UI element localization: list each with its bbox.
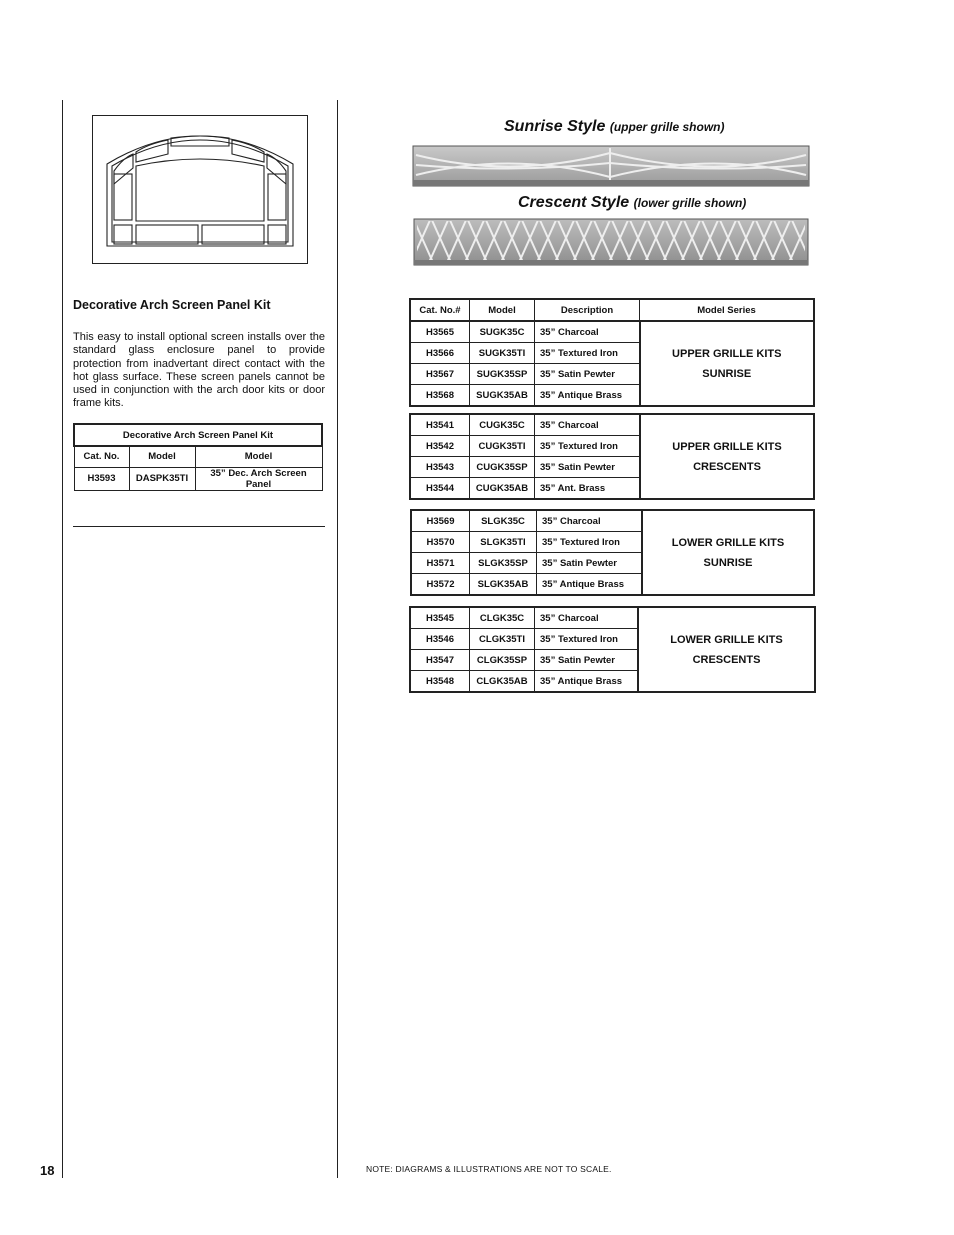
model: CLGK35C: [470, 607, 535, 629]
cat-no: H3544: [410, 478, 470, 500]
sunrise-title: Sunrise Style: [504, 118, 606, 135]
description: 35” Ant. Brass: [535, 478, 641, 500]
table-row: [410, 321, 814, 343]
description: 35” Textured Iron: [535, 629, 639, 650]
sunrise-style-title: [504, 118, 725, 136]
series-line-2: SUNRISE: [703, 556, 753, 569]
column-divider: [337, 100, 338, 1178]
model: SUGK35SP: [470, 364, 535, 385]
series-line-1: UPPER GRILLE KITS: [672, 440, 782, 453]
description: 35” Antique Brass: [535, 385, 640, 407]
header-description: Description: [535, 299, 640, 321]
description: 35” Charcoal: [535, 321, 640, 343]
cat-no: H3547: [410, 650, 470, 671]
cat-no: H3566: [410, 343, 470, 364]
model: SLGK35C: [470, 510, 537, 532]
cat-no: H3541: [410, 414, 470, 436]
grille-table-crescent-upper: [409, 413, 815, 500]
grille-table-crescent-lower: [409, 606, 816, 693]
cat-no: H3568: [410, 385, 470, 407]
model: SLGK35SP: [470, 553, 537, 574]
model: CLGK35TI: [470, 629, 535, 650]
sunrise-grille-image: [412, 145, 811, 188]
model: SUGK35C: [470, 321, 535, 343]
model-series: [638, 607, 815, 692]
model: SUGK35TI: [470, 343, 535, 364]
crescent-title: Crescent Style: [518, 194, 630, 211]
kit-table-header: Model: [129, 446, 195, 467]
description: 35” Antique Brass: [535, 671, 639, 693]
model: SUGK35AB: [470, 385, 535, 407]
series-line-2: SUNRISE: [702, 367, 752, 380]
crescent-subtitle: (lower grille shown): [633, 196, 747, 210]
cat-no: H3570: [411, 532, 470, 553]
model: CUGK35SP: [470, 457, 535, 478]
model: SLGK35TI: [470, 532, 537, 553]
arch-screen-illustration: [92, 115, 308, 264]
model: SLGK35AB: [470, 574, 537, 596]
cat-no: H3569: [411, 510, 470, 532]
series-line-2: CRESCENTS: [693, 460, 761, 473]
cat-no: H3571: [411, 553, 470, 574]
description: 35” Satin Pewter: [535, 364, 640, 385]
model: CUGK35TI: [470, 436, 535, 457]
left-margin-rule: [62, 100, 63, 1178]
description: 35” Textured Iron: [535, 436, 641, 457]
model: CUGK35C: [470, 414, 535, 436]
model-series: [640, 414, 814, 499]
header-model-series: Model Series: [640, 299, 815, 321]
kit-title: Decorative Arch Screen Panel Kit: [73, 298, 271, 312]
model: CLGK35AB: [470, 671, 535, 693]
arch-screen-kit-table: [73, 423, 323, 491]
crescent-grille-image: [413, 218, 810, 267]
cat-no: H3543: [410, 457, 470, 478]
kit-description: This easy to install optional screen installs over the standard glass enclosure panel to provide protection from inadvertant direct contact with the hot glass surface. These screen panels cannot be used in conjunction with the arch door kits or door frame kits.: [73, 331, 325, 410]
section-divider: [73, 526, 325, 527]
series-line-1: UPPER GRILLE KITS: [672, 347, 782, 360]
table-row: [411, 510, 814, 532]
table-row: [410, 414, 814, 436]
description: 35” Charcoal: [537, 510, 643, 532]
header-cat-no: Cat. No.#: [410, 299, 470, 321]
scale-note: NOTE: DIAGRAMS & ILLUSTRATIONS ARE NOT TO SCALE.: [366, 1164, 612, 1174]
cat-no: H3546: [410, 629, 470, 650]
cat-no: H3545: [410, 607, 470, 629]
cat-no: H3548: [410, 671, 470, 693]
model: CLGK35SP: [470, 650, 535, 671]
crescent-style-title: [518, 194, 746, 212]
description: 35” Textured Iron: [535, 343, 640, 364]
page-number: 18: [40, 1163, 55, 1178]
description: 35” Charcoal: [535, 607, 639, 629]
description: 35” Antique Brass: [537, 574, 643, 596]
description: 35” Satin Pewter: [535, 457, 641, 478]
model-series: [642, 510, 814, 595]
table-row: [410, 607, 815, 629]
series-line-2: CRESCENTS: [692, 653, 761, 666]
description: 35” Satin Pewter: [537, 553, 643, 574]
cat-no: H3567: [410, 364, 470, 385]
grille-table-sunrise-lower: [410, 509, 815, 596]
cat-no: H3565: [410, 321, 470, 343]
sunrise-subtitle: (upper grille shown): [609, 120, 725, 134]
series-line-1: LOWER GRILLE KITS: [670, 633, 783, 646]
cat-no: H3542: [410, 436, 470, 457]
kit-table-cell: DASPK35TI: [129, 467, 195, 490]
header-model: Model: [470, 299, 535, 321]
model: CUGK35AB: [470, 478, 535, 500]
kit-table-cell: H3593: [74, 467, 129, 490]
model-series: [640, 321, 815, 406]
series-line-1: LOWER GRILLE KITS: [671, 536, 785, 549]
kit-table-header: Model: [195, 446, 322, 467]
kit-table-title: Decorative Arch Screen Panel Kit: [74, 424, 322, 446]
kit-table-header: Cat. No.: [74, 446, 129, 467]
description: 35” Textured Iron: [537, 532, 643, 553]
cat-no: H3572: [411, 574, 470, 596]
kit-table-cell: 35” Dec. Arch Screen Panel: [195, 467, 322, 490]
description: 35” Charcoal: [535, 414, 641, 436]
grille-table-sunrise-upper: [409, 298, 815, 407]
description: 35” Satin Pewter: [535, 650, 639, 671]
